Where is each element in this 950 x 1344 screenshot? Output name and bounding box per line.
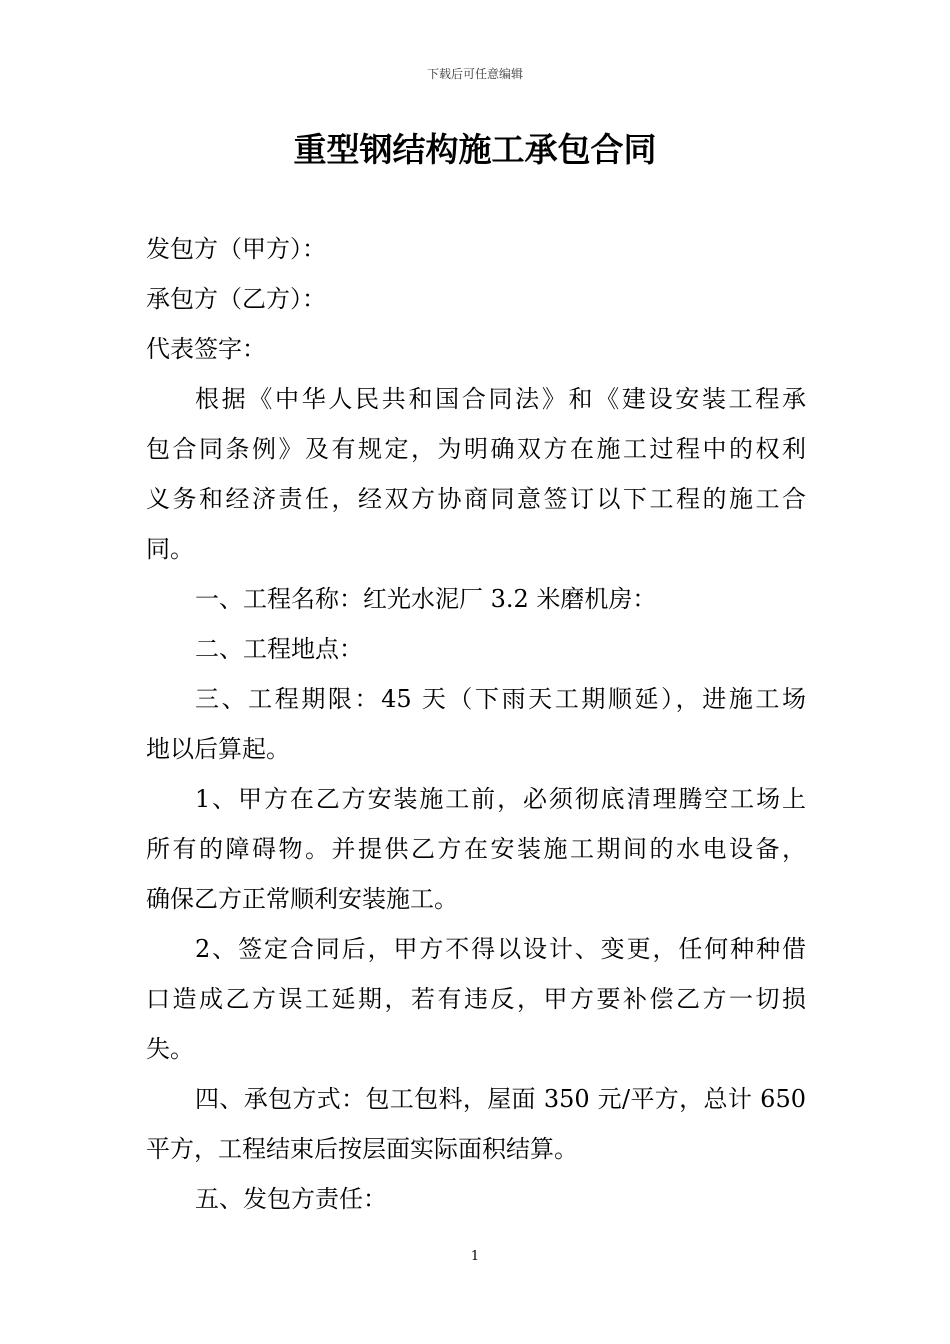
- body-line: 四、承包方式：包工包料，屋面 350 元/平方，总计 650: [195, 1085, 806, 1113]
- body-line: 根据《中华人民共和国合同法》和《建设安装工程承: [195, 385, 806, 413]
- body-line: 地以后算起。: [146, 735, 290, 763]
- page-header-note: 下载后可任意编辑: [426, 67, 523, 81]
- body-line: 失。: [146, 1035, 194, 1063]
- document-title: 重型钢结构施工承包合同: [293, 130, 657, 169]
- body-line: 五、发包方责任：: [195, 1185, 387, 1213]
- body-line: 1、甲方在乙方安装施工前，必须彻底清理腾空工场上: [195, 785, 806, 813]
- body-line: 包合同条例》及有规定，为明确双方在施工过程中的权利: [146, 435, 806, 463]
- body-line: 发包方（甲方）：: [146, 235, 326, 263]
- body-line: 一、工程名称：红光水泥厂 3.2 米磨机房：: [195, 585, 657, 613]
- body-line: 承包方（乙方）：: [146, 285, 326, 313]
- body-line: 口造成乙方误工延期，若有违反，甲方要补偿乙方一切损: [146, 985, 806, 1013]
- body-line: 义务和经济责任，经双方协商同意签订以下工程的施工合: [146, 485, 806, 513]
- body-line: 代表签字：: [146, 335, 266, 363]
- body-line: 二、工程地点：: [195, 635, 363, 663]
- body-line: 确保乙方正常顺利安装施工。: [146, 885, 458, 913]
- body-line: 2、签定合同后，甲方不得以设计、变更，任何种种借: [195, 935, 806, 963]
- document-body: [146, 224, 806, 1224]
- body-line: 三、工程期限：45 天（下雨天工期顺延），进施工场: [195, 685, 806, 713]
- body-line: 同。: [146, 535, 194, 563]
- body-line: 平方，工程结束后按层面实际面积结算。: [146, 1135, 578, 1163]
- page-number: 1: [470, 1249, 480, 1264]
- body-line: 所有的障碍物。并提供乙方在安装施工期间的水电设备，: [146, 835, 806, 863]
